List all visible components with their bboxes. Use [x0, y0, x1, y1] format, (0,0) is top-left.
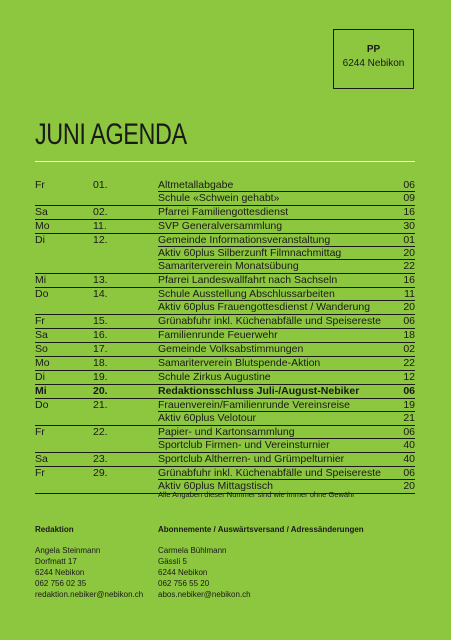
agenda-event: Schule Zirkus Augustine — [158, 371, 271, 383]
agenda-date: 17. — [93, 343, 108, 355]
agenda-page: 09 — [403, 192, 415, 204]
agenda-row — [35, 453, 415, 467]
agenda-page: 16 — [403, 206, 415, 218]
agenda-date: 13. — [93, 274, 108, 286]
agenda-row — [35, 426, 415, 439]
agenda-day: Fr — [35, 467, 45, 479]
agenda-page: 18 — [403, 329, 415, 341]
agenda-page: 11 — [404, 288, 415, 300]
agenda-event: Samariterverein Monatsübung — [158, 260, 299, 272]
agenda-day: Fr — [35, 315, 45, 327]
agenda-row — [35, 343, 415, 357]
agenda-day: Mo — [35, 357, 50, 369]
agenda-page: 06 — [403, 179, 415, 191]
agenda-date: 11. — [93, 220, 107, 232]
agenda-row — [35, 206, 415, 220]
agenda-event: Aktiv 60plus Mittagstisch — [158, 480, 273, 492]
agenda-event: Sportclub Firmen- und Vereinsturnier — [158, 439, 330, 451]
agenda-page: 16 — [403, 274, 415, 286]
agenda-event: Grünabfuhr inkl. Küchenabfälle und Speisereste — [158, 467, 415, 480]
page-title: JUNI AGENDA — [35, 118, 187, 151]
agenda-row — [35, 357, 415, 371]
redaktion-block — [35, 524, 143, 600]
agenda-row — [35, 371, 415, 385]
agenda-row — [35, 399, 415, 412]
agenda-row — [35, 247, 415, 260]
agenda-event: Aktiv 60plus Velotour — [158, 412, 257, 424]
abonnemente-email-link[interactable]: abos.nebiker@nebikon.ch — [158, 590, 251, 599]
redaktion-heading: Redaktion — [35, 525, 74, 534]
agenda-event: Papier- und Kartonsammlung — [158, 426, 415, 439]
agenda-event: Schule «Schwein gehabt» — [158, 192, 280, 204]
agenda-day: So — [35, 343, 48, 355]
agenda-event: Gemeinde Volksabstimmungen — [158, 343, 304, 355]
abonnemente-line: 6244 Nebikon — [158, 568, 208, 577]
abonnemente-block — [158, 524, 364, 600]
agenda-page: 30 — [403, 220, 415, 232]
agenda-page: 06 — [403, 467, 415, 479]
redaktion-email-link[interactable]: redaktion.nebiker@nebikon.ch — [35, 590, 144, 599]
agenda-day: Mi — [35, 274, 47, 286]
agenda-page: 40 — [403, 453, 415, 465]
redaktion-line: 062 756 02 35 — [35, 579, 87, 588]
agenda-date: 20. — [93, 385, 108, 397]
agenda-row — [35, 439, 415, 453]
agenda-event: Frauenverein/Familienrunde Vereinsreise — [158, 399, 415, 412]
agenda-page: 20 — [403, 247, 415, 259]
agenda-row — [35, 467, 415, 480]
agenda-page: 06 — [403, 426, 415, 438]
agenda-page: 19 — [403, 399, 415, 411]
agenda-event: Pfarrei Landeswallfahrt nach Sachseln — [158, 274, 338, 286]
agenda-row — [35, 288, 415, 301]
agenda-page: 20 — [403, 480, 415, 492]
agenda-event: Pfarrei Familiengottesdienst — [158, 206, 289, 218]
agenda-row — [35, 301, 415, 315]
agenda-day: Mi — [35, 385, 47, 397]
agenda-day: Fr — [35, 179, 45, 191]
agenda-event: Aktiv 60plus Silberzunft Filmnachmittag — [158, 247, 415, 260]
agenda-row — [35, 260, 415, 274]
agenda-day: Mo — [35, 220, 50, 232]
agenda-date: 02. — [93, 206, 108, 218]
redaktion-line: 6244 Nebikon — [35, 568, 85, 577]
agenda-row — [35, 179, 415, 192]
agenda-date: 16. — [93, 329, 108, 341]
abonnemente-line: 062 756 55 20 — [158, 579, 210, 588]
agenda-day: Do — [35, 288, 49, 300]
agenda-page: 22 — [403, 357, 415, 369]
agenda-event: Aktiv 60plus Frauengottesdienst / Wanderung — [158, 301, 371, 313]
agenda-page: 40 — [403, 439, 415, 451]
agenda-row — [35, 385, 415, 399]
title-divider — [35, 161, 415, 162]
agenda-page: 01 — [403, 234, 415, 246]
agenda-page: 06 — [403, 315, 415, 327]
agenda-page: 06 — [403, 385, 415, 397]
agenda-date: 21. — [93, 399, 108, 411]
agenda-event: Redaktionsschluss Juli-/August-Nebiker — [158, 385, 360, 397]
agenda-event: Samariterverein Blutspende-Aktion — [158, 357, 321, 369]
agenda-page: 12 — [403, 371, 415, 383]
agenda-page: 21 — [403, 412, 415, 424]
agenda-date: 19. — [93, 371, 108, 383]
agenda-event: SVP Generalversammlung — [158, 220, 283, 232]
agenda-day: Di — [35, 371, 45, 383]
agenda-day: Sa — [35, 453, 48, 465]
agenda-row — [35, 274, 415, 288]
postage-place: 6244 Nebikon — [342, 58, 405, 69]
agenda-date: 01. — [93, 179, 108, 191]
agenda-day: Fr — [35, 426, 45, 438]
agenda-row — [35, 412, 415, 426]
agenda-page: 20 — [403, 301, 415, 313]
agenda-row — [35, 315, 415, 329]
agenda-date: 22. — [93, 426, 108, 438]
agenda-day: Sa — [35, 329, 48, 341]
agenda-event: Familienrunde Feuerwehr — [158, 329, 278, 341]
agenda-date: 18. — [93, 357, 108, 369]
postage-label: PP — [366, 44, 381, 55]
redaktion-line: Dorfmatt 17 — [35, 557, 77, 566]
agenda-date: 15. — [93, 315, 108, 327]
postage-box — [333, 29, 414, 89]
agenda-event: Gemeinde Informationsveranstaltung — [158, 234, 415, 247]
agenda-row — [35, 234, 415, 247]
agenda-day: Di — [35, 234, 45, 246]
abonnemente-heading: Abonnemente / Auswärtsversand / Adressänderungen — [158, 525, 364, 534]
redaktion-line: Angela Steinmann — [35, 546, 101, 555]
agenda-table — [35, 179, 415, 494]
agenda-day: Do — [35, 399, 49, 411]
agenda-event: Grünabfuhr inkl. Küchenabfälle und Speisereste — [158, 315, 381, 327]
agenda-row — [35, 329, 415, 343]
agenda-date: 23. — [93, 453, 108, 465]
agenda-event: Sportclub Altherren- und Grümpelturnier — [158, 453, 345, 465]
agenda-day: Sa — [35, 206, 48, 218]
disclaimer-note: Alle Angaben dieser Nummer sind wie immer ohne Gewähr — [158, 490, 355, 499]
agenda-event: Altmetallabgabe — [158, 179, 415, 192]
agenda-page: 02 — [403, 343, 415, 355]
agenda-row — [35, 220, 415, 234]
agenda-date: 14. — [93, 288, 108, 300]
abonnemente-line: Gässli 5 — [158, 557, 187, 566]
agenda-date: 29. — [93, 467, 108, 479]
agenda-event: Schule Ausstellung Abschlussarbeiten — [158, 288, 415, 301]
agenda-date: 12. — [93, 234, 108, 246]
agenda-row — [35, 192, 415, 206]
agenda-page: 22 — [403, 260, 415, 272]
abonnemente-line: Carmela Bühlmann — [158, 546, 227, 555]
